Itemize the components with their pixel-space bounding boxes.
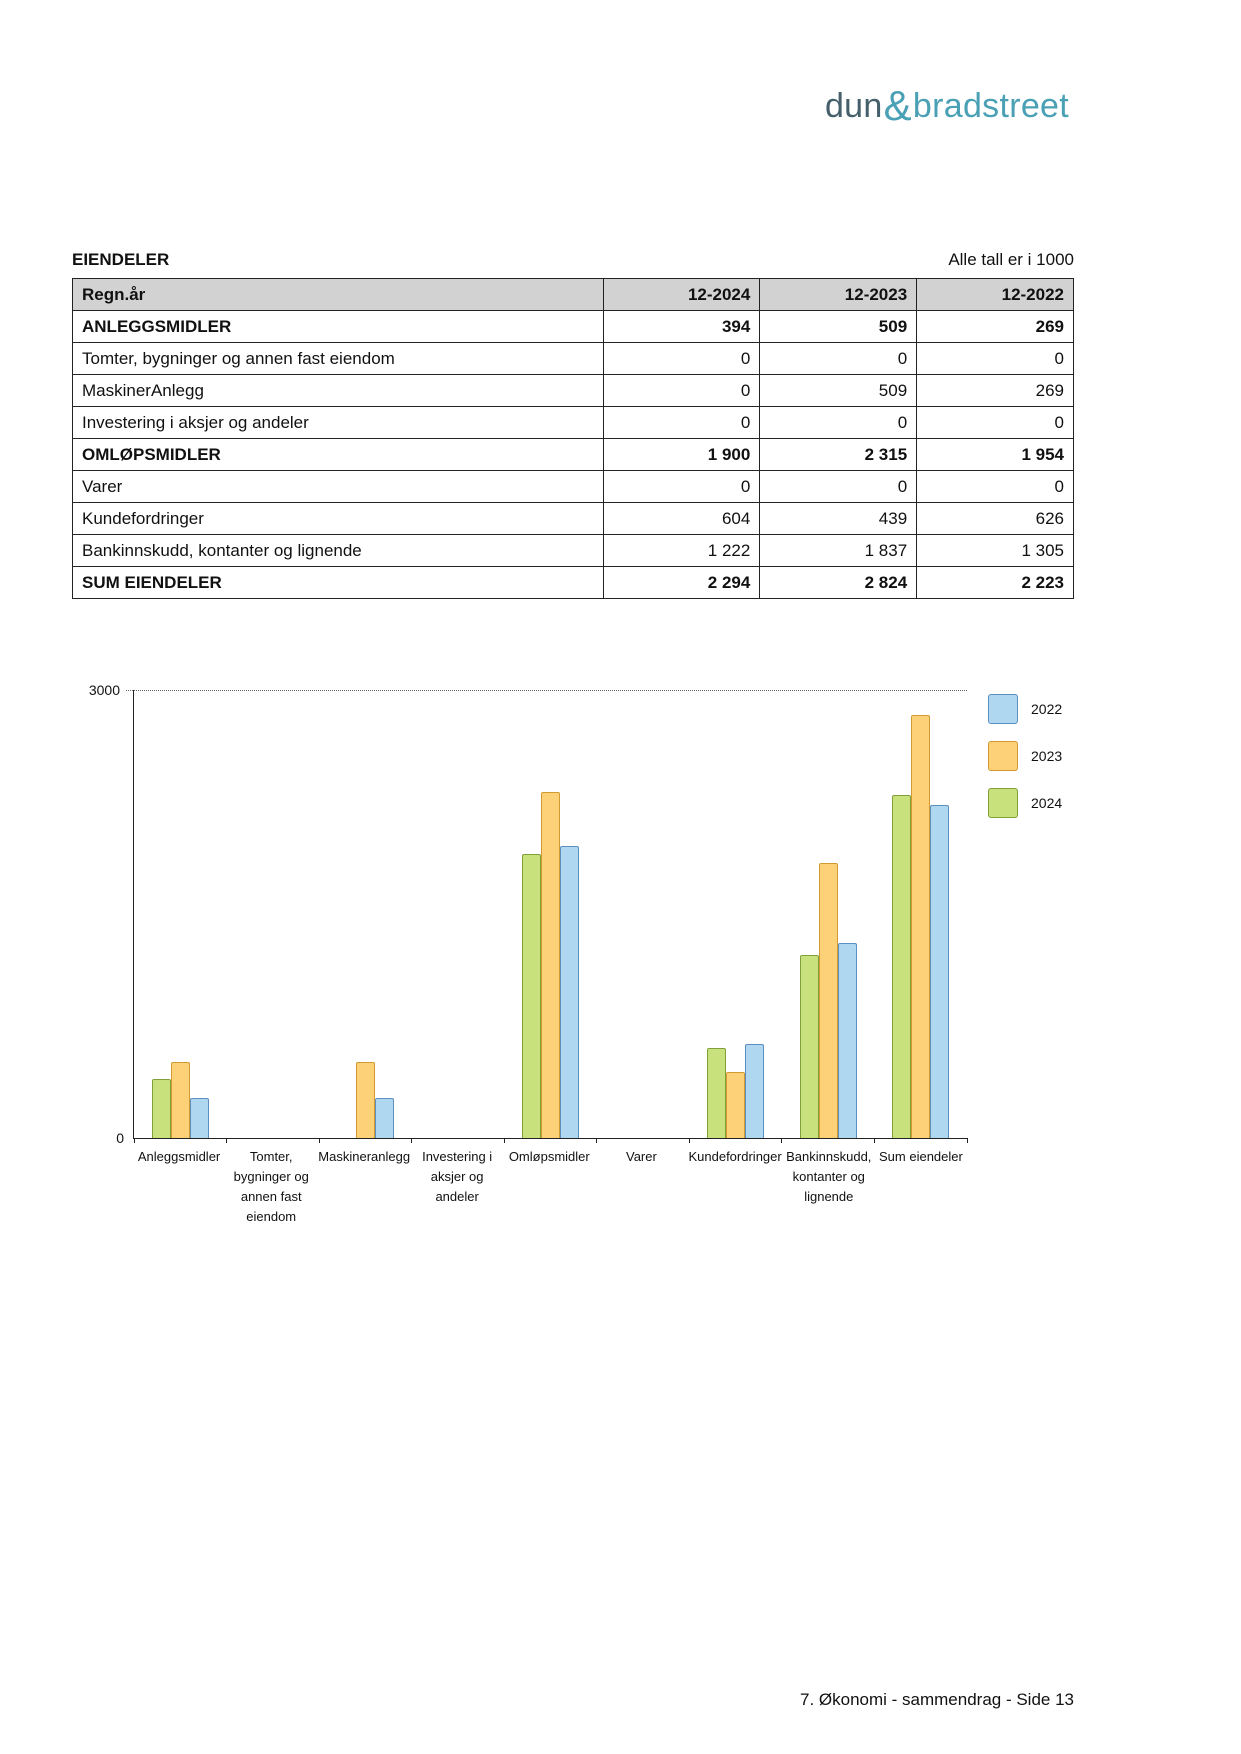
bar-group (227, 690, 320, 1138)
row-value: 0 (917, 343, 1074, 375)
bar-2023 (911, 715, 930, 1138)
row-value: 0 (760, 343, 917, 375)
table-row (73, 567, 1074, 599)
bar-group (412, 690, 505, 1138)
row-label: Investering i aksjer og andeler (73, 407, 604, 439)
row-value: 1 305 (917, 535, 1074, 567)
dun-and-bradstreet-logo (825, 82, 1069, 130)
bar-2022 (560, 846, 579, 1138)
bar-group (597, 690, 690, 1138)
y-axis-min-label: 0 (116, 1130, 124, 1146)
assets-bar-chart (72, 660, 1132, 1225)
row-label: MaskinerAnlegg (73, 375, 604, 407)
x-axis-tick (226, 1138, 227, 1143)
category-label: Anleggsmidler (137, 1149, 221, 1164)
category-label: Sum eiendeler (879, 1149, 963, 1164)
bar-2024 (892, 795, 911, 1138)
table-row (73, 407, 1074, 439)
logo-text-bradstreet: bradstreet (912, 87, 1069, 125)
col-header-period: 12-2024 (603, 279, 760, 311)
legend-label: 2022 (1031, 701, 1063, 717)
legend-swatch-2023 (988, 741, 1018, 771)
row-value: 1 954 (917, 439, 1074, 471)
assets-table-section (72, 250, 1074, 599)
x-axis-tick (781, 1138, 782, 1143)
legend-item (988, 694, 1062, 724)
row-value: 1 837 (760, 535, 917, 567)
row-value: 0 (917, 471, 1074, 503)
table-row (73, 439, 1074, 471)
x-axis-tick (689, 1138, 690, 1143)
row-value: 439 (760, 503, 917, 535)
x-axis-tick (874, 1138, 875, 1143)
table-header-row (73, 279, 1074, 311)
bar-group (134, 690, 227, 1138)
bar-2023 (171, 1062, 190, 1138)
bar-group (504, 690, 597, 1138)
bar-2023 (819, 863, 838, 1138)
legend-item (988, 741, 1062, 771)
row-label: Bankinnskudd, kontanter og lignende (73, 535, 604, 567)
table-row (73, 503, 1074, 535)
row-label: SUM EIENDELER (73, 567, 604, 599)
assets-table (72, 278, 1074, 599)
legend-swatch-2024 (988, 788, 1018, 818)
legend-item (988, 788, 1062, 818)
y-axis-max-label: 3000 (88, 682, 120, 698)
row-value: 394 (603, 311, 760, 343)
chart-plot-area (133, 690, 967, 1139)
row-value: 509 (760, 311, 917, 343)
category-label: Maskineranlegg (318, 1149, 411, 1164)
row-value: 2 294 (603, 567, 760, 599)
table-unit-note: Alle tall er i 1000 (948, 250, 1074, 269)
table-row (73, 471, 1074, 503)
bar-2022 (745, 1044, 764, 1138)
x-axis-tick (596, 1138, 597, 1143)
row-value: 0 (603, 375, 760, 407)
x-axis-tick (967, 1138, 968, 1143)
table-row (73, 311, 1074, 343)
row-value: 0 (917, 407, 1074, 439)
logo-text-dun: dun (824, 87, 883, 125)
row-value: 0 (760, 407, 917, 439)
category-label: Bankinnskudd, kontanter og lignende (786, 1149, 872, 1205)
col-header-period: 12-2022 (917, 279, 1074, 311)
page-footer: 7. Økonomi - sammendrag - Side 13 (799, 1690, 1074, 1709)
table-row (73, 375, 1074, 407)
legend-swatch-2022 (988, 694, 1018, 724)
bar-2023 (726, 1072, 745, 1138)
bar-group (689, 690, 782, 1138)
bar-2023 (541, 792, 560, 1138)
legend-label: 2023 (1031, 748, 1063, 764)
row-value: 2 315 (760, 439, 917, 471)
bar-2024 (522, 854, 541, 1138)
bar-group (875, 690, 968, 1138)
bar-group (782, 690, 875, 1138)
x-axis-labels (133, 1147, 967, 1228)
row-value: 0 (603, 471, 760, 503)
bar-group (319, 690, 412, 1138)
row-value: 0 (603, 343, 760, 375)
category-label: Kundefordringer (688, 1149, 782, 1164)
row-value: 509 (760, 375, 917, 407)
row-label: Varer (73, 471, 604, 503)
bar-2024 (800, 955, 819, 1138)
table-row (73, 535, 1074, 567)
bar-2022 (930, 805, 949, 1138)
category-label: Tomter, bygninger og annen fast eiendom (233, 1149, 309, 1225)
bar-2024 (152, 1079, 171, 1138)
bar-2024 (707, 1048, 726, 1138)
bar-2022 (190, 1098, 209, 1138)
row-value: 2 824 (760, 567, 917, 599)
row-value: 1 900 (603, 439, 760, 471)
category-label: Omløpsmidler (508, 1149, 590, 1164)
row-value: 0 (760, 471, 917, 503)
row-label: ANLEGGSMIDLER (73, 311, 604, 343)
x-axis-tick (134, 1138, 135, 1143)
table-row (73, 343, 1074, 375)
row-value: 604 (603, 503, 760, 535)
row-label: OMLØPSMIDLER (73, 439, 604, 471)
row-value: 269 (917, 375, 1074, 407)
row-value: 0 (603, 407, 760, 439)
logo-ampersand-icon: & (883, 82, 912, 129)
chart-legend (988, 694, 1062, 818)
table-caption (72, 250, 1074, 270)
bar-2022 (838, 943, 857, 1138)
x-axis-tick (504, 1138, 505, 1143)
row-value: 2 223 (917, 567, 1074, 599)
bar-2022 (375, 1098, 394, 1138)
col-header-period: 12-2023 (760, 279, 917, 311)
legend-label: 2024 (1031, 795, 1063, 811)
row-value: 269 (917, 311, 1074, 343)
category-label: Varer (626, 1149, 657, 1164)
row-label: Kundefordringer (73, 503, 604, 535)
row-value: 1 222 (603, 535, 760, 567)
row-value: 626 (917, 503, 1074, 535)
x-axis-tick (319, 1138, 320, 1143)
bar-2023 (356, 1062, 375, 1138)
table-title: EIENDELER (72, 250, 170, 269)
x-axis-tick (411, 1138, 412, 1143)
row-label: Tomter, bygninger og annen fast eiendom (73, 343, 604, 375)
category-label: Investering i aksjer og andeler (422, 1149, 493, 1205)
col-header-label: Regn.år (73, 279, 604, 311)
